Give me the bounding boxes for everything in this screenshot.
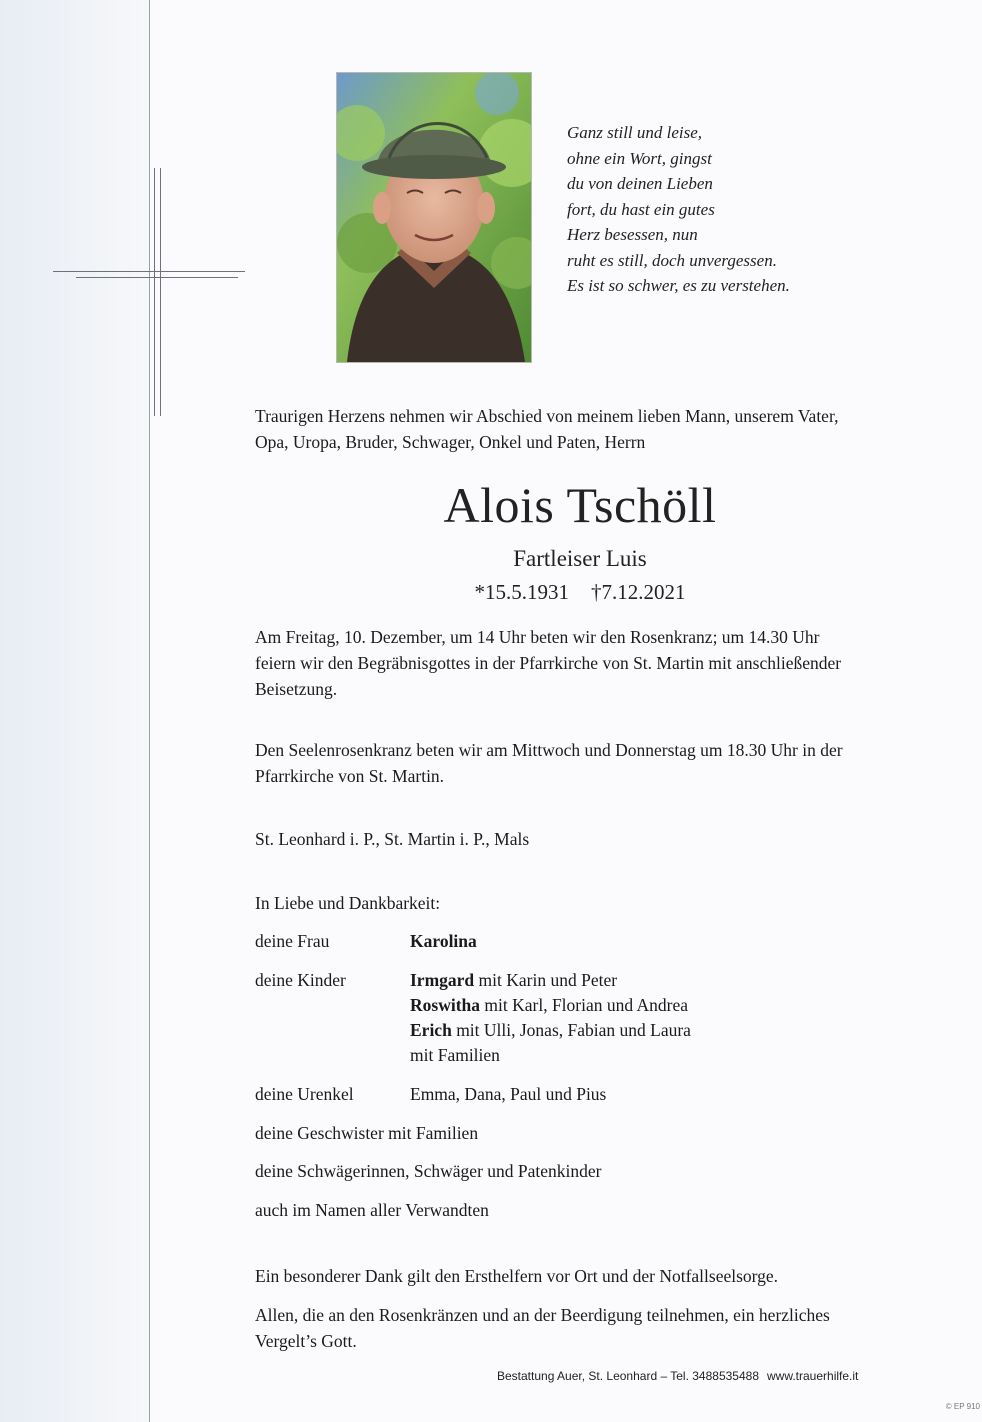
special-thanks: Ein besonderer Dank gilt den Ersthelfern vor Ort und der Notfallseelsorge. — [255, 1266, 779, 1286]
intro-line: Opa, Uropa, Bruder, Schwager, Onkel und Paten, Herrn — [255, 432, 646, 452]
poem-line: Ganz still und leise, — [567, 123, 703, 142]
closing-line: Vergelt’s Gott. — [255, 1331, 357, 1351]
seelen-line: Pfarrkirche von St. Martin. — [255, 766, 445, 786]
great-grandchildren-label: deine Urenkel — [255, 1084, 354, 1104]
rosary-line: feiern wir den Begräbnisgottes in der Pfarrkirche von St. Martin mit anschließender — [255, 653, 842, 673]
in-laws: deine Schwägerinnen, Schwäger und Patenkinder — [255, 1161, 602, 1181]
closing-line: Allen, die an den Rosenkränzen und an der Beerdigung teilnehmen, ein herzliches — [255, 1305, 830, 1325]
rosary-notice — [255, 624, 935, 702]
deceased-nickname: Fartleiser Luis — [513, 546, 647, 571]
places: St. Leonhard i. P., St. Martin i. P., Mals — [255, 829, 530, 849]
rosary-line: Beisetzung. — [255, 679, 338, 699]
website-link[interactable]: www.trauerhilfe.it — [767, 1369, 859, 1383]
children-suffix: mit Familien — [410, 1045, 500, 1065]
announcement-intro — [255, 403, 935, 455]
children-label: deine Kinder — [255, 970, 346, 990]
child-entry: Irmgard mit Karin und Peter — [410, 970, 618, 990]
margin-rule — [149, 0, 150, 1422]
wife-label: deine Frau — [255, 931, 330, 951]
seelen-line: Den Seelenrosenkranz beten wir am Mittwoch und Donnerstag um 18.30 Uhr in der — [255, 740, 843, 760]
poem-line: fort, du hast ein gutes — [567, 199, 715, 219]
footer — [497, 1369, 858, 1383]
poem-line: Herz besessen, nun — [567, 225, 698, 244]
child-entry: Roswitha mit Karl, Florian und Andrea — [410, 995, 689, 1015]
birth-date: *15.5.1931 — [474, 580, 569, 604]
child-entry: Erich mit Ulli, Jonas, Fabian und Laura — [410, 1020, 691, 1040]
intro-line: Traurigen Herzens nehmen wir Abschied von meinem lieben Mann, unserem Vater, — [255, 406, 839, 426]
great-grandchildren-names: Emma, Dana, Paul und Pius — [410, 1084, 607, 1104]
poem-line: ohne ein Wort, gingst — [567, 148, 712, 168]
print-code: © EP 910 — [945, 1402, 980, 1411]
siblings: deine Geschwister mit Familien — [255, 1123, 479, 1143]
thanks-intro: In Liebe und Dankbarkeit: — [255, 893, 441, 913]
deceased-name: Alois Tschöll — [443, 477, 717, 533]
poem-line: Es ist so schwer, es zu verstehen. — [567, 276, 790, 295]
left-margin-strip — [0, 0, 150, 1422]
portrait-photo — [336, 72, 532, 363]
poem-line: ruht es still, doch unvergessen. — [567, 250, 777, 270]
undertaker-info: Bestattung Auer, St. Leonhard – Tel. 3488535488 — [497, 1369, 759, 1383]
wife-name: Karolina — [410, 931, 477, 951]
poem-line: du von deinen Lieben — [567, 174, 713, 193]
life-dates — [0, 580, 982, 605]
soul-rosary-notice — [255, 737, 935, 789]
memorial-poem — [567, 120, 790, 299]
death-date: †7.12.2021 — [591, 580, 686, 604]
rosary-line: Am Freitag, 10. Dezember, um 14 Uhr beten wir den Rosenkranz; um 14.30 Uhr — [255, 627, 820, 647]
relatives: auch im Namen aller Verwandten — [255, 1200, 489, 1220]
closing-thanks — [255, 1302, 935, 1354]
